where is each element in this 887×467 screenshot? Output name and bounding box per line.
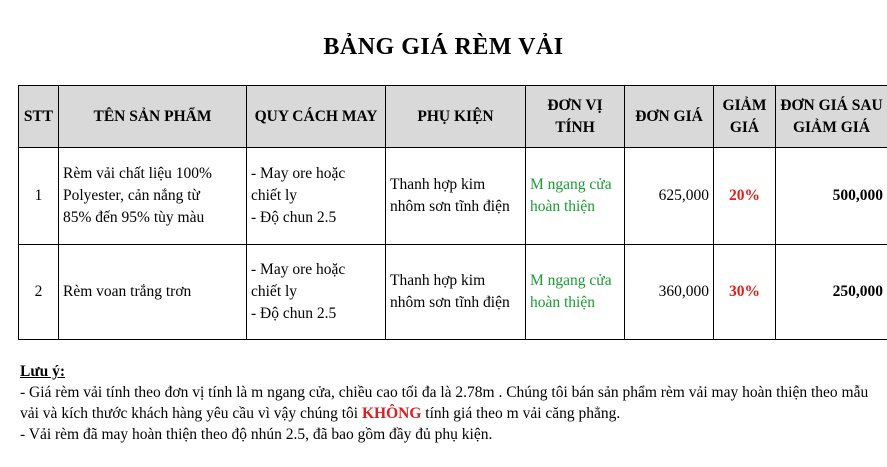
header-stt: STT [19, 86, 59, 148]
row-unit [526, 245, 625, 340]
unit-line: hoàn thiện [530, 198, 595, 215]
row-final-price: 250,000 [776, 245, 887, 340]
spec-line: - May ore hoặc [251, 261, 346, 278]
product-line: 85% đến 95% tùy màu [63, 209, 205, 226]
notes-title: Lưu ý: [20, 363, 66, 380]
row-spec [247, 148, 386, 245]
row-final-price: 500,000 [776, 148, 887, 245]
accessory-line: nhôm sơn tĩnh điện [390, 198, 510, 215]
header-product: TÊN SẢN PHẨM [59, 86, 247, 148]
header-spec: QUY CÁCH MAY [247, 86, 386, 148]
header-unit [526, 86, 625, 148]
header-price: ĐƠN GIÁ [625, 86, 714, 148]
price-table [18, 85, 887, 340]
row-discount: 30% [714, 245, 776, 340]
note-text: - Giá rèm vải tính theo đơn vị tính là m ngang cửa, chiều cao tối đa là 2.78m . Chúng tôi bán sản phẩm rèm vải may hoàn thiện theo mẫu vải và kích thước khách hàng yêu cầu vì vậy chúng tôi [20, 384, 869, 422]
row-price: 625,000 [625, 148, 714, 245]
product-line: Polyester, cản nắng từ [63, 187, 200, 204]
note-line [20, 382, 880, 424]
unit-line: M ngang cửa [530, 272, 612, 289]
row-unit [526, 148, 625, 245]
row-stt: 1 [19, 148, 59, 245]
unit-line: hoàn thiện [530, 294, 595, 311]
notes-section [20, 361, 880, 445]
accessory-line: Thanh hợp kim [390, 272, 486, 289]
spec-line: - May ore hoặc [251, 165, 346, 182]
note-text: tính giá theo m vải căng phẳng. [421, 405, 621, 422]
header-final [776, 86, 887, 148]
row-accessory [386, 245, 526, 340]
row-product [59, 245, 247, 340]
unit-line: M ngang cửa [530, 176, 612, 193]
product-line: Rèm voan trắng trơn [63, 283, 192, 300]
header-discount-line: GIÁ [729, 118, 760, 136]
note-emphasis: KHÔNG [362, 405, 422, 422]
spec-line: chiết ly [251, 187, 298, 204]
spec-line: chiết ly [251, 283, 298, 300]
header-discount-line: GIẢM [722, 96, 767, 114]
accessory-line: Thanh hợp kim [390, 176, 486, 193]
spec-line: - Độ chun 2.5 [251, 209, 337, 226]
row-product [59, 148, 247, 245]
table-row [19, 148, 887, 245]
page-title: BẢNG GIÁ RÈM VẢI [323, 34, 564, 60]
header-unit-line: TÍNH [555, 118, 595, 136]
header-final-line: GIẢM GIÁ [792, 118, 871, 136]
spec-line: - Độ chun 2.5 [251, 305, 337, 322]
note-line: - Vải rèm đã may hoàn thiện theo độ nhún 2.5, đã bao gồm đầy đủ phụ kiện. [20, 426, 493, 443]
row-accessory [386, 148, 526, 245]
header-accessory: PHỤ KIỆN [386, 86, 526, 148]
header-unit-line: ĐƠN VỊ [547, 96, 603, 114]
row-discount: 20% [714, 148, 776, 245]
product-line: Rèm vải chất liệu 100% [63, 165, 212, 182]
row-spec [247, 245, 386, 340]
header-discount [714, 86, 776, 148]
table-header-row [19, 86, 887, 148]
header-final-line: ĐƠN GIÁ SAU [780, 96, 883, 114]
row-price: 360,000 [625, 245, 714, 340]
row-stt: 2 [19, 245, 59, 340]
table-row [19, 245, 887, 340]
accessory-line: nhôm sơn tĩnh điện [390, 294, 510, 311]
